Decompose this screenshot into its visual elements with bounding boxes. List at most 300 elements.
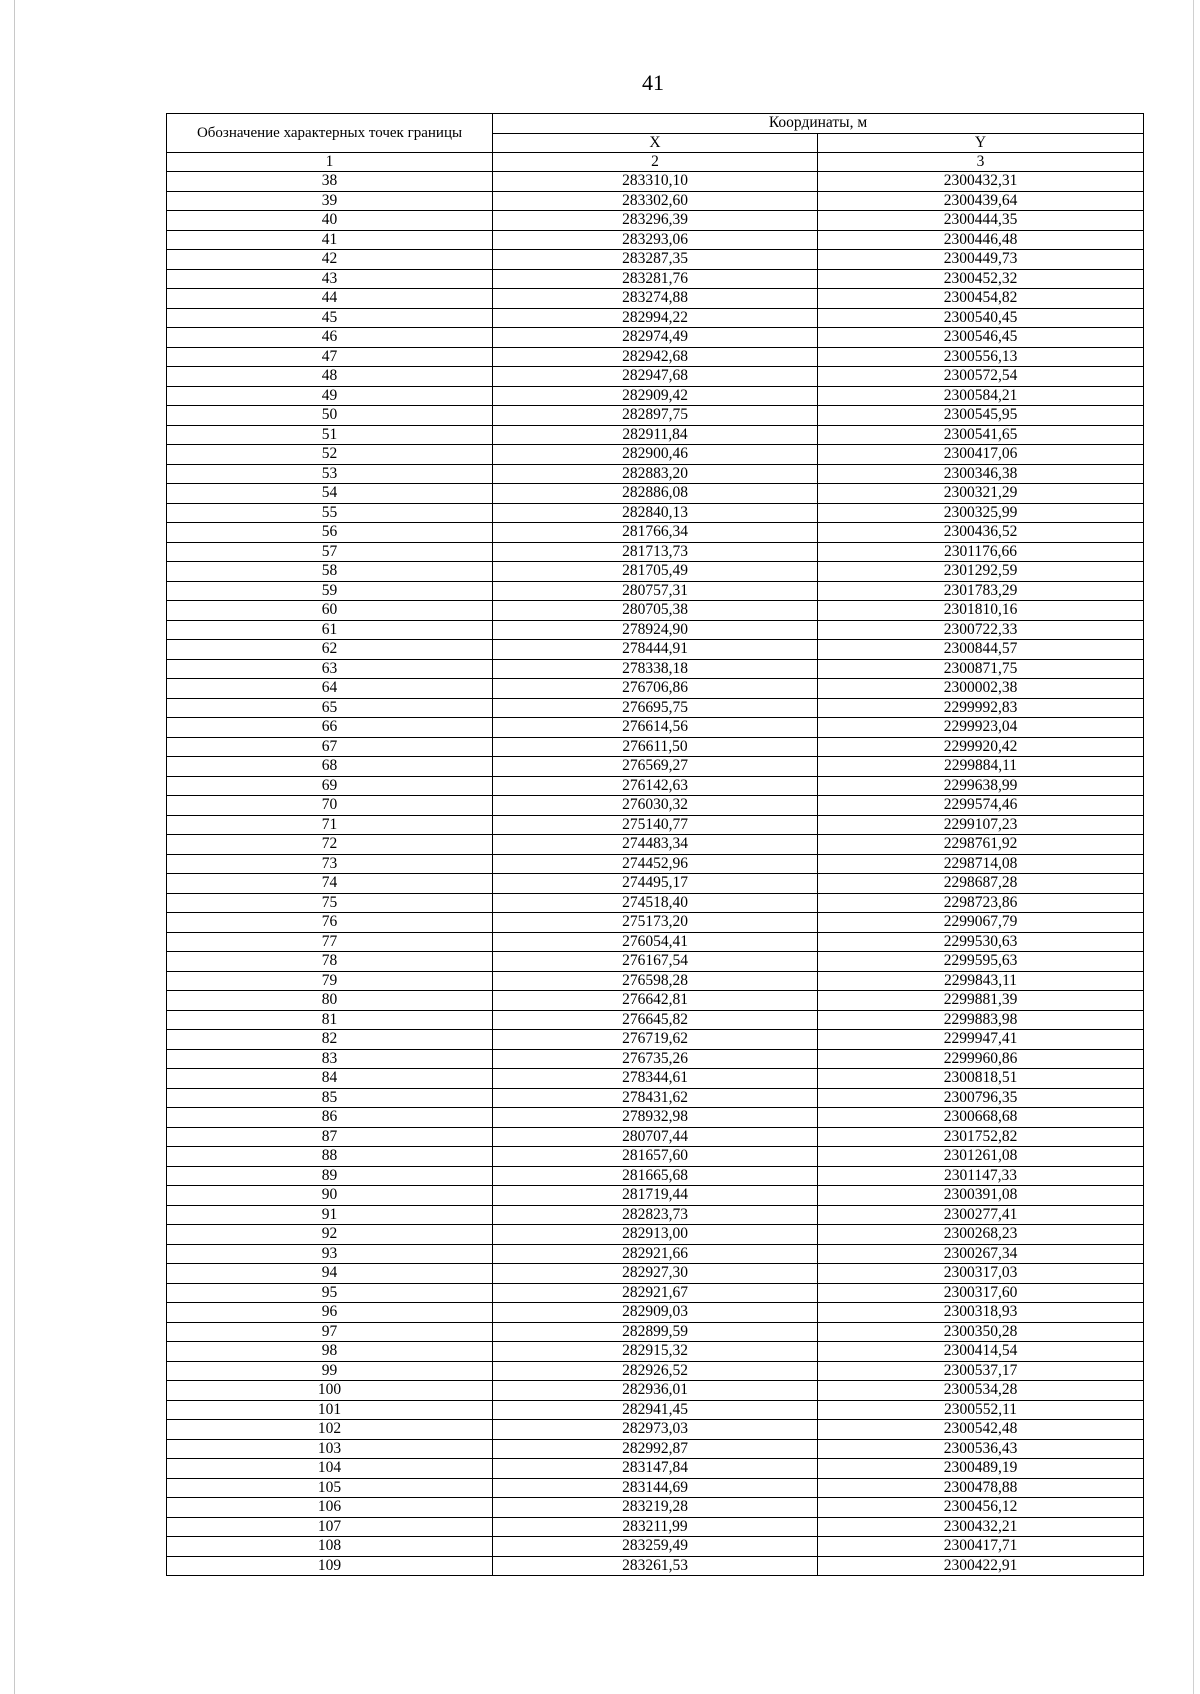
y-coordinate-cell: 2299992,83 (818, 698, 1144, 718)
x-coordinate-cell: 276598,28 (493, 971, 818, 991)
y-coordinate-cell: 2300668,68 (818, 1108, 1144, 1128)
x-coordinate-cell: 282909,03 (493, 1303, 818, 1323)
table-row (167, 1342, 1144, 1362)
point-id-cell: 52 (167, 445, 493, 465)
point-id-cell: 61 (167, 620, 493, 640)
x-coordinate-cell: 275140,77 (493, 815, 818, 835)
point-id-cell: 77 (167, 932, 493, 952)
y-coordinate-cell: 2300318,93 (818, 1303, 1144, 1323)
y-coordinate-cell: 2300546,45 (818, 328, 1144, 348)
y-coordinate-cell: 2300346,38 (818, 464, 1144, 484)
table-row (167, 581, 1144, 601)
x-coordinate-cell: 282921,67 (493, 1283, 818, 1303)
y-coordinate-cell: 2299923,04 (818, 718, 1144, 738)
point-id-cell: 64 (167, 679, 493, 699)
x-coordinate-cell: 282915,32 (493, 1342, 818, 1362)
x-coordinate-cell: 281719,44 (493, 1186, 818, 1206)
x-coordinate-cell: 283287,35 (493, 250, 818, 270)
table-row (167, 269, 1144, 289)
y-coordinate-cell: 2299881,39 (818, 991, 1144, 1011)
x-coordinate-cell: 282936,01 (493, 1381, 818, 1401)
point-id-cell: 50 (167, 406, 493, 426)
point-id-cell: 108 (167, 1537, 493, 1557)
table-row (167, 1030, 1144, 1050)
table-row (167, 1498, 1144, 1518)
point-id-cell: 43 (167, 269, 493, 289)
x-coordinate-cell: 282886,08 (493, 484, 818, 504)
y-coordinate-cell: 2299574,46 (818, 796, 1144, 816)
x-coordinate-cell: 283261,53 (493, 1556, 818, 1576)
point-id-cell: 60 (167, 601, 493, 621)
table-row (167, 971, 1144, 991)
table-row (167, 1088, 1144, 1108)
x-coordinate-cell: 283219,28 (493, 1498, 818, 1518)
y-coordinate-cell: 2300556,13 (818, 347, 1144, 367)
y-coordinate-cell: 2298714,08 (818, 854, 1144, 874)
point-id-cell: 44 (167, 289, 493, 309)
y-coordinate-cell: 2300534,28 (818, 1381, 1144, 1401)
x-coordinate-cell: 276642,81 (493, 991, 818, 1011)
table-row (167, 737, 1144, 757)
point-id-cell: 56 (167, 523, 493, 543)
y-coordinate-cell: 2300414,54 (818, 1342, 1144, 1362)
x-coordinate-cell: 276735,26 (493, 1049, 818, 1069)
y-coordinate-cell: 2299530,63 (818, 932, 1144, 952)
y-coordinate-cell: 2300545,95 (818, 406, 1144, 426)
x-coordinate-cell: 283310,10 (493, 172, 818, 192)
table-row (167, 1439, 1144, 1459)
y-coordinate-cell: 2300439,64 (818, 191, 1144, 211)
table-row (167, 601, 1144, 621)
x-coordinate-cell: 278444,91 (493, 640, 818, 660)
table-row (167, 1303, 1144, 1323)
point-id-cell: 81 (167, 1010, 493, 1030)
y-coordinate-cell: 2301147,33 (818, 1166, 1144, 1186)
table-row (167, 1459, 1144, 1479)
point-id-cell: 63 (167, 659, 493, 679)
point-id-cell: 103 (167, 1439, 493, 1459)
y-coordinate-cell: 2300432,21 (818, 1517, 1144, 1537)
point-id-cell: 76 (167, 913, 493, 933)
x-coordinate-cell: 278932,98 (493, 1108, 818, 1128)
x-coordinate-cell: 276695,75 (493, 698, 818, 718)
x-coordinate-cell: 283144,69 (493, 1478, 818, 1498)
x-coordinate-cell: 282942,68 (493, 347, 818, 367)
table-row (167, 230, 1144, 250)
x-coordinate-cell: 278338,18 (493, 659, 818, 679)
y-coordinate-cell: 2299067,79 (818, 913, 1144, 933)
x-coordinate-cell: 282897,75 (493, 406, 818, 426)
y-column-header: Y (818, 133, 1144, 153)
x-coordinate-cell: 280707,44 (493, 1127, 818, 1147)
table-row (167, 1322, 1144, 1342)
table-row (167, 913, 1144, 933)
x-coordinate-cell: 276614,56 (493, 718, 818, 738)
table-row (167, 1537, 1144, 1557)
x-coordinate-cell: 283293,06 (493, 230, 818, 250)
point-id-cell: 42 (167, 250, 493, 270)
x-coordinate-cell: 280757,31 (493, 581, 818, 601)
y-coordinate-cell: 2299947,41 (818, 1030, 1144, 1050)
x-coordinate-cell: 282992,87 (493, 1439, 818, 1459)
point-id-cell: 97 (167, 1322, 493, 1342)
x-coordinate-cell: 274483,34 (493, 835, 818, 855)
point-id-cell: 66 (167, 718, 493, 738)
y-coordinate-cell: 2300268,23 (818, 1225, 1144, 1245)
y-coordinate-cell: 2300540,45 (818, 308, 1144, 328)
x-coordinate-cell: 281713,73 (493, 542, 818, 562)
x-coordinate-cell: 282913,00 (493, 1225, 818, 1245)
point-id-cell: 83 (167, 1049, 493, 1069)
page-edge-right (1193, 0, 1194, 1694)
y-coordinate-cell: 2300422,91 (818, 1556, 1144, 1576)
x-coordinate-cell: 276611,50 (493, 737, 818, 757)
x-coordinate-cell: 278431,62 (493, 1088, 818, 1108)
point-id-cell: 65 (167, 698, 493, 718)
table-row (167, 1478, 1144, 1498)
x-coordinate-cell: 282974,49 (493, 328, 818, 348)
x-coordinate-cell: 282927,30 (493, 1264, 818, 1284)
point-id-cell: 54 (167, 484, 493, 504)
table-row (167, 503, 1144, 523)
x-coordinate-cell: 282941,45 (493, 1400, 818, 1420)
y-coordinate-cell: 2300584,21 (818, 386, 1144, 406)
y-coordinate-cell: 2300325,99 (818, 503, 1144, 523)
table-row (167, 523, 1144, 543)
table-row (167, 464, 1144, 484)
column-number-3: 3 (818, 153, 1144, 172)
table-row (167, 1010, 1144, 1030)
x-coordinate-cell: 283147,84 (493, 1459, 818, 1479)
point-id-cell: 96 (167, 1303, 493, 1323)
point-id-cell: 92 (167, 1225, 493, 1245)
x-coordinate-cell: 276142,63 (493, 776, 818, 796)
y-coordinate-cell: 2300572,54 (818, 367, 1144, 387)
table-row (167, 1283, 1144, 1303)
x-coordinate-cell: 275173,20 (493, 913, 818, 933)
table-row (167, 776, 1144, 796)
table-row (167, 1069, 1144, 1089)
y-coordinate-cell: 2298761,92 (818, 835, 1144, 855)
point-id-cell: 98 (167, 1342, 493, 1362)
point-id-cell: 79 (167, 971, 493, 991)
table-row (167, 1517, 1144, 1537)
table-row (167, 1420, 1144, 1440)
point-id-cell: 67 (167, 737, 493, 757)
table-row (167, 328, 1144, 348)
y-coordinate-cell: 2299884,11 (818, 757, 1144, 777)
y-coordinate-cell: 2300454,82 (818, 289, 1144, 309)
y-coordinate-cell: 2300536,43 (818, 1439, 1144, 1459)
y-coordinate-cell: 2300542,48 (818, 1420, 1144, 1440)
x-coordinate-cell: 278344,61 (493, 1069, 818, 1089)
point-id-cell: 41 (167, 230, 493, 250)
y-coordinate-cell: 2300417,71 (818, 1537, 1144, 1557)
y-coordinate-cell: 2301752,82 (818, 1127, 1144, 1147)
page-edge-left (14, 0, 15, 1694)
column-number-2: 2 (493, 153, 818, 172)
table-body (167, 172, 1144, 1576)
x-coordinate-cell: 276706,86 (493, 679, 818, 699)
table-row (167, 952, 1144, 972)
table-row (167, 1166, 1144, 1186)
x-column-header: X (493, 133, 818, 153)
table-row (167, 289, 1144, 309)
table-row (167, 1381, 1144, 1401)
y-coordinate-cell: 2300449,73 (818, 250, 1144, 270)
x-coordinate-cell: 276030,32 (493, 796, 818, 816)
point-id-cell: 69 (167, 776, 493, 796)
x-coordinate-cell: 276645,82 (493, 1010, 818, 1030)
table-row (167, 406, 1144, 426)
x-coordinate-cell: 282926,52 (493, 1361, 818, 1381)
point-id-cell: 94 (167, 1264, 493, 1284)
x-coordinate-cell: 283211,99 (493, 1517, 818, 1537)
point-id-cell: 100 (167, 1381, 493, 1401)
x-coordinate-cell: 278924,90 (493, 620, 818, 640)
point-id-cell: 78 (167, 952, 493, 972)
table-row (167, 1264, 1144, 1284)
table-row (167, 874, 1144, 894)
y-coordinate-cell: 2300489,19 (818, 1459, 1144, 1479)
x-coordinate-cell: 276167,54 (493, 952, 818, 972)
point-id-cell: 74 (167, 874, 493, 894)
x-coordinate-cell: 276054,41 (493, 932, 818, 952)
x-coordinate-cell: 282899,59 (493, 1322, 818, 1342)
x-coordinate-cell: 281766,34 (493, 523, 818, 543)
point-id-cell: 49 (167, 386, 493, 406)
table-row (167, 698, 1144, 718)
y-coordinate-cell: 2301261,08 (818, 1147, 1144, 1167)
y-coordinate-cell: 2300444,35 (818, 211, 1144, 231)
x-coordinate-cell: 282947,68 (493, 367, 818, 387)
coordinates-table (166, 113, 1144, 1576)
table-row (167, 484, 1144, 504)
y-coordinate-cell: 2300317,60 (818, 1283, 1144, 1303)
point-id-cell: 75 (167, 893, 493, 913)
point-id-cell: 53 (167, 464, 493, 484)
point-id-cell: 95 (167, 1283, 493, 1303)
y-coordinate-cell: 2299107,23 (818, 815, 1144, 835)
table-row (167, 620, 1144, 640)
table-row (167, 191, 1144, 211)
page-number: 41 (642, 70, 664, 95)
table-row (167, 250, 1144, 270)
point-id-cell: 99 (167, 1361, 493, 1381)
x-coordinate-cell: 283274,88 (493, 289, 818, 309)
table-row (167, 835, 1144, 855)
point-id-cell: 38 (167, 172, 493, 192)
point-id-cell: 90 (167, 1186, 493, 1206)
x-coordinate-cell: 281665,68 (493, 1166, 818, 1186)
y-coordinate-cell: 2300452,32 (818, 269, 1144, 289)
table-row (167, 815, 1144, 835)
point-id-cell: 72 (167, 835, 493, 855)
coordinates-header: Координаты, м (493, 114, 1144, 134)
table-row (167, 1127, 1144, 1147)
point-id-cell: 86 (167, 1108, 493, 1128)
y-coordinate-cell: 2299960,86 (818, 1049, 1144, 1069)
point-id-cell: 102 (167, 1420, 493, 1440)
y-coordinate-cell: 2300417,06 (818, 445, 1144, 465)
x-coordinate-cell: 283281,76 (493, 269, 818, 289)
point-id-cell: 88 (167, 1147, 493, 1167)
point-id-cell: 57 (167, 542, 493, 562)
y-coordinate-cell: 2300818,51 (818, 1069, 1144, 1089)
table-row (167, 211, 1144, 231)
y-coordinate-cell: 2299883,98 (818, 1010, 1144, 1030)
x-coordinate-cell: 276569,27 (493, 757, 818, 777)
point-id-cell: 73 (167, 854, 493, 874)
x-coordinate-cell: 282900,46 (493, 445, 818, 465)
point-id-cell: 71 (167, 815, 493, 835)
table-row (167, 445, 1144, 465)
x-coordinate-cell: 282883,20 (493, 464, 818, 484)
table-row (167, 854, 1144, 874)
y-coordinate-cell: 2300391,08 (818, 1186, 1144, 1206)
y-coordinate-cell: 2299920,42 (818, 737, 1144, 757)
table-row (167, 932, 1144, 952)
point-id-cell: 106 (167, 1498, 493, 1518)
column-number-1: 1 (167, 153, 493, 172)
y-coordinate-cell: 2300277,41 (818, 1205, 1144, 1225)
table-row (167, 172, 1144, 192)
x-coordinate-cell: 282840,13 (493, 503, 818, 523)
table-row (167, 757, 1144, 777)
point-id-cell: 101 (167, 1400, 493, 1420)
y-coordinate-cell: 2301176,66 (818, 542, 1144, 562)
y-coordinate-cell: 2300432,31 (818, 172, 1144, 192)
point-id-cell: 87 (167, 1127, 493, 1147)
x-coordinate-cell: 280705,38 (493, 601, 818, 621)
x-coordinate-cell: 281657,60 (493, 1147, 818, 1167)
table-row (167, 542, 1144, 562)
table-row (167, 659, 1144, 679)
x-coordinate-cell: 282994,22 (493, 308, 818, 328)
x-coordinate-cell: 274452,96 (493, 854, 818, 874)
table-row (167, 893, 1144, 913)
point-id-cell: 58 (167, 562, 493, 582)
table-row (167, 1147, 1144, 1167)
point-id-cell: 68 (167, 757, 493, 777)
point-id-cell: 89 (167, 1166, 493, 1186)
y-coordinate-cell: 2300552,11 (818, 1400, 1144, 1420)
y-coordinate-cell: 2300436,52 (818, 523, 1144, 543)
table-row (167, 1400, 1144, 1420)
table-header (167, 114, 1144, 172)
y-coordinate-cell: 2299595,63 (818, 952, 1144, 972)
y-coordinate-cell: 2301783,29 (818, 581, 1144, 601)
point-id-cell: 70 (167, 796, 493, 816)
point-id-cell: 55 (167, 503, 493, 523)
y-coordinate-cell: 2300456,12 (818, 1498, 1144, 1518)
point-id-cell: 107 (167, 1517, 493, 1537)
table-row (167, 1244, 1144, 1264)
y-coordinate-cell: 2300722,33 (818, 620, 1144, 640)
y-coordinate-cell: 2300002,38 (818, 679, 1144, 699)
y-coordinate-cell: 2300537,17 (818, 1361, 1144, 1381)
table-row (167, 367, 1144, 387)
point-id-cell: 93 (167, 1244, 493, 1264)
point-id-cell: 40 (167, 211, 493, 231)
table-row (167, 1361, 1144, 1381)
point-id-cell: 104 (167, 1459, 493, 1479)
table-row (167, 718, 1144, 738)
point-id-cell: 45 (167, 308, 493, 328)
point-id-cell: 85 (167, 1088, 493, 1108)
x-coordinate-cell: 283302,60 (493, 191, 818, 211)
x-coordinate-cell: 274518,40 (493, 893, 818, 913)
y-coordinate-cell: 2301810,16 (818, 601, 1144, 621)
y-coordinate-cell: 2298687,28 (818, 874, 1144, 894)
y-coordinate-cell: 2300317,03 (818, 1264, 1144, 1284)
x-coordinate-cell: 282823,73 (493, 1205, 818, 1225)
table-row (167, 1108, 1144, 1128)
point-id-cell: 59 (167, 581, 493, 601)
y-coordinate-cell: 2300350,28 (818, 1322, 1144, 1342)
y-coordinate-cell: 2300796,35 (818, 1088, 1144, 1108)
table-row (167, 1556, 1144, 1576)
y-coordinate-cell: 2300541,65 (818, 425, 1144, 445)
table-row (167, 1225, 1144, 1245)
table-row (167, 386, 1144, 406)
table-row (167, 796, 1144, 816)
table-row (167, 991, 1144, 1011)
y-coordinate-cell: 2300321,29 (818, 484, 1144, 504)
table-row (167, 1186, 1144, 1206)
table-row (167, 425, 1144, 445)
x-coordinate-cell: 282921,66 (493, 1244, 818, 1264)
point-id-cell: 82 (167, 1030, 493, 1050)
points-column-header: Обозначение характерных точек границы (167, 114, 493, 153)
x-coordinate-cell: 282973,03 (493, 1420, 818, 1440)
y-coordinate-cell: 2301292,59 (818, 562, 1144, 582)
x-coordinate-cell: 282909,42 (493, 386, 818, 406)
x-coordinate-cell: 282911,84 (493, 425, 818, 445)
point-id-cell: 39 (167, 191, 493, 211)
table-row (167, 1205, 1144, 1225)
point-id-cell: 109 (167, 1556, 493, 1576)
y-coordinate-cell: 2299638,99 (818, 776, 1144, 796)
table-row (167, 640, 1144, 660)
point-id-cell: 46 (167, 328, 493, 348)
point-id-cell: 105 (167, 1478, 493, 1498)
y-coordinate-cell: 2300871,75 (818, 659, 1144, 679)
x-coordinate-cell: 283259,49 (493, 1537, 818, 1557)
y-coordinate-cell: 2300446,48 (818, 230, 1144, 250)
table-row (167, 562, 1144, 582)
table-row (167, 679, 1144, 699)
x-coordinate-cell: 276719,62 (493, 1030, 818, 1050)
point-id-cell: 80 (167, 991, 493, 1011)
point-id-cell: 51 (167, 425, 493, 445)
y-coordinate-cell: 2300267,34 (818, 1244, 1144, 1264)
x-coordinate-cell: 274495,17 (493, 874, 818, 894)
point-id-cell: 62 (167, 640, 493, 660)
point-id-cell: 48 (167, 367, 493, 387)
x-coordinate-cell: 283296,39 (493, 211, 818, 231)
y-coordinate-cell: 2298723,86 (818, 893, 1144, 913)
point-id-cell: 47 (167, 347, 493, 367)
point-id-cell: 84 (167, 1069, 493, 1089)
point-id-cell: 91 (167, 1205, 493, 1225)
table-row (167, 1049, 1144, 1069)
x-coordinate-cell: 281705,49 (493, 562, 818, 582)
y-coordinate-cell: 2299843,11 (818, 971, 1144, 991)
table-row (167, 347, 1144, 367)
table-row (167, 308, 1144, 328)
y-coordinate-cell: 2300844,57 (818, 640, 1144, 660)
